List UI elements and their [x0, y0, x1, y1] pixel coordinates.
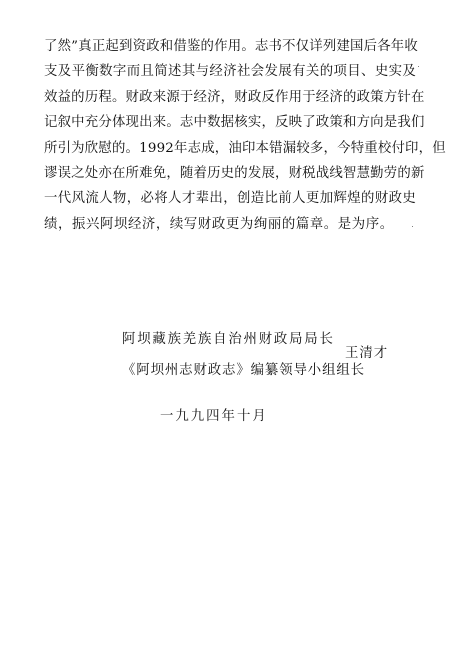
- signature-role-line: 《阿坝州志财政志》编纂领导小组组长: [122, 363, 365, 378]
- signature-title-line: 阿坝藏族羌族自治州财政局局长: [122, 332, 335, 347]
- scan-speck: [412, 226, 413, 227]
- preface-line-2: 支及平衡数字而且简述其与经济社会发展有关的项目、史实及: [44, 64, 416, 80]
- preface-line-8: 绩，振兴阿坝经济，续写财政更为绚丽的篇章。是为序。: [44, 216, 394, 232]
- preface-line-5: 所引为欣慰的。1992年志成，油印本错漏较多，今特重校付印，但: [44, 140, 446, 156]
- preface-line-4: 记叙中充分体现出来。志中数据核实，反映了政策和方向是我们: [44, 115, 425, 131]
- preface-line-1: 了然”真正起到资政和借鉴的作用。志书不仅详列建国后各年收: [44, 39, 418, 54]
- document-date: 一九九四年十月: [160, 409, 268, 424]
- preface-body: [44, 34, 446, 237]
- preface-line-7: 一代风流人物，必将人才辈出，创造比前人更加辉煌的财政史: [44, 191, 416, 207]
- preface-line-6: 谬误之处亦在所难免，随着历史的发展，财税战线智慧勤劳的新: [44, 165, 425, 181]
- scan-speck: [418, 66, 419, 67]
- preface-line-3: 效益的历程。财政来源于经济，财政反作用于经济的政策方针在: [44, 89, 425, 105]
- signature-name: 王清才: [345, 346, 389, 361]
